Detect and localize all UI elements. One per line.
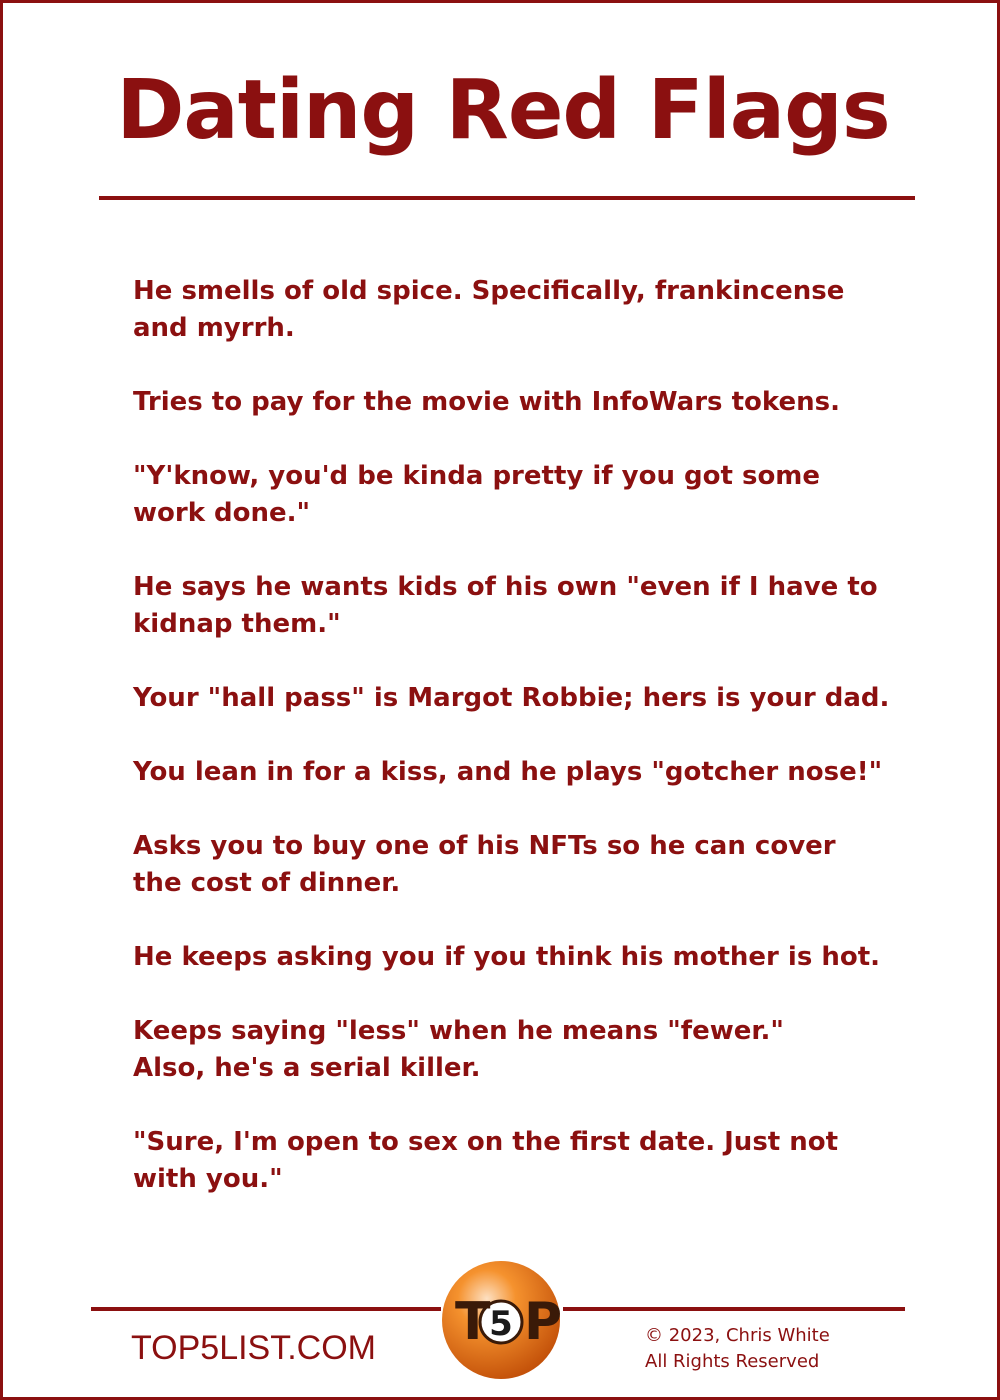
page-title: Dating Red Flags: [116, 63, 890, 158]
title-divider: [99, 196, 915, 200]
footer-divider-left: [91, 1307, 441, 1311]
list-item: Keeps saying "less" when he means "fewer." Also, he's a serial killer.: [133, 1016, 784, 1083]
list-item: You lean in for a kiss, and he plays "gotcher nose!": [133, 757, 883, 787]
list-item: "Sure, I'm open to sex on the first date. Just not with you.": [133, 1127, 839, 1194]
footer-divider-right: [563, 1307, 905, 1311]
svg-text:P: P: [524, 1292, 562, 1352]
list-item: He says he wants kids of his own "even if I have to kidnap them.": [133, 572, 878, 639]
list-item: He smells of old spice. Specifically, frankincense and myrrh.: [133, 276, 845, 343]
list-item: He keeps asking you if you think his mother is hot.: [133, 942, 881, 972]
list-item: "Y'know, you'd be kinda pretty if you got some work done.": [133, 461, 821, 528]
red-flag-list: [133, 273, 893, 1235]
svg-text:5: 5: [489, 1304, 513, 1344]
copyright-notice: [645, 1323, 885, 1375]
rights-line: All Rights Reserved: [645, 1351, 820, 1372]
svg-text:T: T: [455, 1292, 491, 1352]
list-item: Your "hall pass" is Margot Robbie; hers is your dad.: [133, 683, 890, 713]
list-item: Tries to pay for the movie with InfoWars tokens.: [133, 387, 840, 417]
copyright-line: © 2023, Chris White: [645, 1325, 830, 1346]
list-item: Asks you to buy one of his NFTs so he can cover the cost of dinner.: [133, 831, 836, 898]
site-name: TOP5LIST.COM: [131, 1329, 376, 1367]
top5-logo-icon: [440, 1259, 562, 1381]
